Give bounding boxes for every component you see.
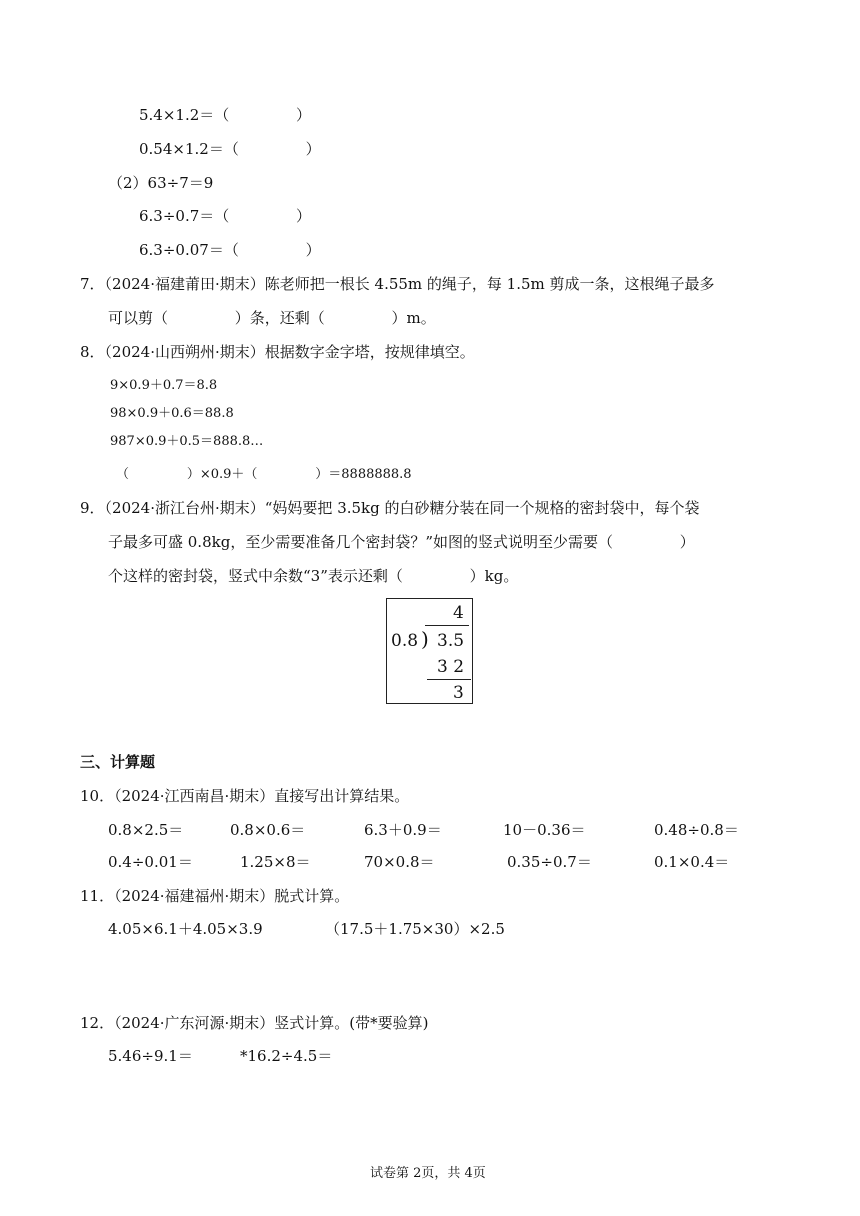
question-7-line2: 可以剪（ ）条，还剩（ ）m。 [108,309,436,327]
division-dividend: 3.5 [437,631,465,651]
q10-r2-c1: 0.4÷0.01＝ [108,853,193,871]
question-9-line1: 9．（2024·浙江台州·期末）“妈妈要把 3.5kg 的白砂糖分装在同一个规格的密封袋中，每个袋 [80,499,700,517]
question-9-line3: 个这样的密封袋，竖式中余数“3”表示还剩（ ）kg。 [108,567,519,585]
q11-expr-1: 4.05×6.1＋4.05×3.9 [108,920,263,938]
question-10: 10．（2024·江西南昌·期末）直接写出计算结果。 [80,787,410,805]
question-9-line2: 子最多可盛 0.8kg，至少需要准备几个密封袋？”如图的竖式说明至少需要（ ） [108,533,695,551]
question-11: 11．（2024·福建福州·期末）脱式计算。 [80,887,350,905]
question-7-line1: 7．（2024·福建莆田·期末）陈老师把一根长 4.55m 的绳子，每 1.5m 剪成一条，这根绳子最多 [80,275,715,293]
q10-r1-c5: 0.48÷0.8＝ [654,821,739,839]
q10-r2-c5: 0.1×0.4＝ [654,853,730,871]
question-8: 8．（2024·山西朔州·期末）根据数字金字塔，按规律填空。 [80,343,475,361]
eq-6-3div0-07: 6.3÷0.07＝（ ） [139,241,321,259]
eq-6-3div0-7: 6.3÷0.7＝（ ） [139,207,312,225]
pyramid-row-2: 98×0.9＋0.6＝88.8 [110,406,234,421]
division-divisor: 0.8 [391,631,419,651]
q10-r1-c2: 0.8×0.6＝ [230,821,306,839]
page-footer: 试卷第 2页，共 4页 [370,1166,486,1181]
division-product: 3 2 [437,657,465,677]
question-12: 12．（2024·广东河源·期末）竖式计算。(带*要验算) [80,1014,429,1032]
q12-expr-2: *16.2÷4.5＝ [240,1047,333,1065]
eq-5-4x1-2: 5.4×1.2＝（ ） [139,106,312,124]
pyramid-row-3: 987×0.9＋0.5＝888.8… [110,434,264,449]
division-bracket: ) [421,627,429,651]
eq-0-54x1-2: 0.54×1.2＝（ ） [139,140,321,158]
pyramid-row-1: 9×0.9＋0.7＝8.8 [110,378,218,393]
division-subtract-line [427,679,471,680]
q12-expr-1: 5.46÷9.1＝ [108,1047,193,1065]
section-3-heading: 三、计算题 [80,753,156,771]
division-top-line [425,625,469,626]
pyramid-row-blank: （ ）×0.9＋（ ）＝8888888.8 [116,467,412,482]
q10-r1-c1: 0.8×2.5＝ [108,821,184,839]
sub-question-2: （2）63÷7＝9 [108,174,214,192]
long-division-figure [386,598,473,704]
q10-r1-c4: 10－0.36＝ [503,821,586,839]
division-quotient: 4 [453,603,464,623]
q10-r1-c3: 6.3＋0.9＝ [364,821,442,839]
q10-r2-c3: 70×0.8＝ [364,853,435,871]
q11-expr-2: （17.5＋1.75×30）×2.5 [325,920,505,938]
q10-r2-c4: 0.35÷0.7＝ [507,853,592,871]
q10-r2-c2: 1.25×8＝ [240,853,311,871]
division-remainder: 3 [453,683,464,703]
